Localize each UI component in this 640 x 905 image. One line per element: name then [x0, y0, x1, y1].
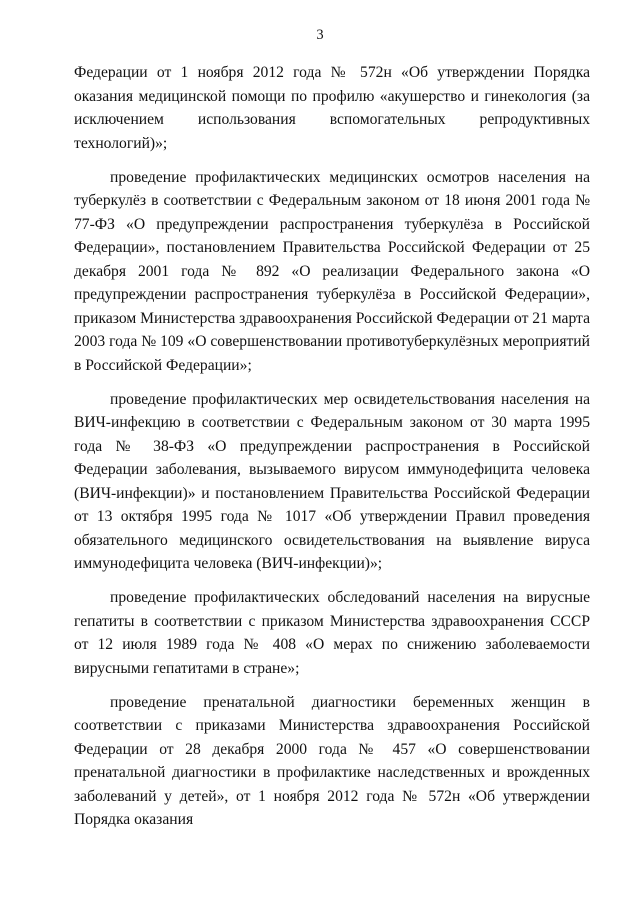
- paragraph-hiv-testing: проведение профилактических мер освидетельствования населения на ВИЧ-инфекцию в соответствии с Федеральным законом от 30 марта 1995 года № 38-ФЗ «О предупреждении распространения в Российской Федерации заболевания, вызываемого вирусом иммунодефицита человека (ВИЧ-инфекции)» и постановлением Правительства Российской Федерации от 13 октября 1995 года № 1017 «Об утверждении Правил проведения обязательного медицинского освидетельствования на выявление вируса иммунодефицита человека (ВИЧ-инфекции)»;: [74, 390, 590, 572]
- paragraph-prenatal-diagnostics: проведение пренатальной диагностики беременных женщин в соответствии с приказами Министерства здравоохранения Российской Федерации от 28 декабря 2000 года № 457 «О совершенствовании пренатальной диагностики в профилактике наследственных и врожденных заболеваний у детей», от 1 ноября 2012 года № 572н «Об утверждении Порядка оказания: [74, 693, 590, 828]
- page-number: 3: [316, 27, 324, 43]
- paragraph-tuberculosis-screening: проведение профилактических медицинских осмотров населения на туберкулёз в соответствии с Федеральным законом от 18 июня 2001 года № 77-ФЗ «О предупреждении распространения туберкулёза в Российской Федерации», постановлением Правительства Российской Федерации от 25 декабря 2001 года № 892 «О реализации Федерального закона «О предупреждении распространения туберкулёза в Российской Федерации», приказом Министерства здравоохранения Российской Федерации от 21 марта 2003 года № 109 «О совершенствовании противотуберкулёзных мероприятий в Российской Федерации»;: [74, 168, 590, 374]
- paragraph-viral-hepatitis: проведение профилактических обследований населения на вирусные гепатиты в соответствии с приказом Министерства здравоохранения СССР от 12 июля 1989 года № 408 «О мерах по снижению заболеваемости вирусными гепатитами в стране»;: [74, 589, 590, 677]
- document-body: [74, 61, 590, 842]
- paragraph-continuation: Федерации от 1 ноября 2012 года № 572н «Об утверждении Порядка оказания медицинской помощи по профилю «акушерство и гинекология (за исключением использования вспомогательных репродуктивных технологий)»;: [74, 64, 590, 152]
